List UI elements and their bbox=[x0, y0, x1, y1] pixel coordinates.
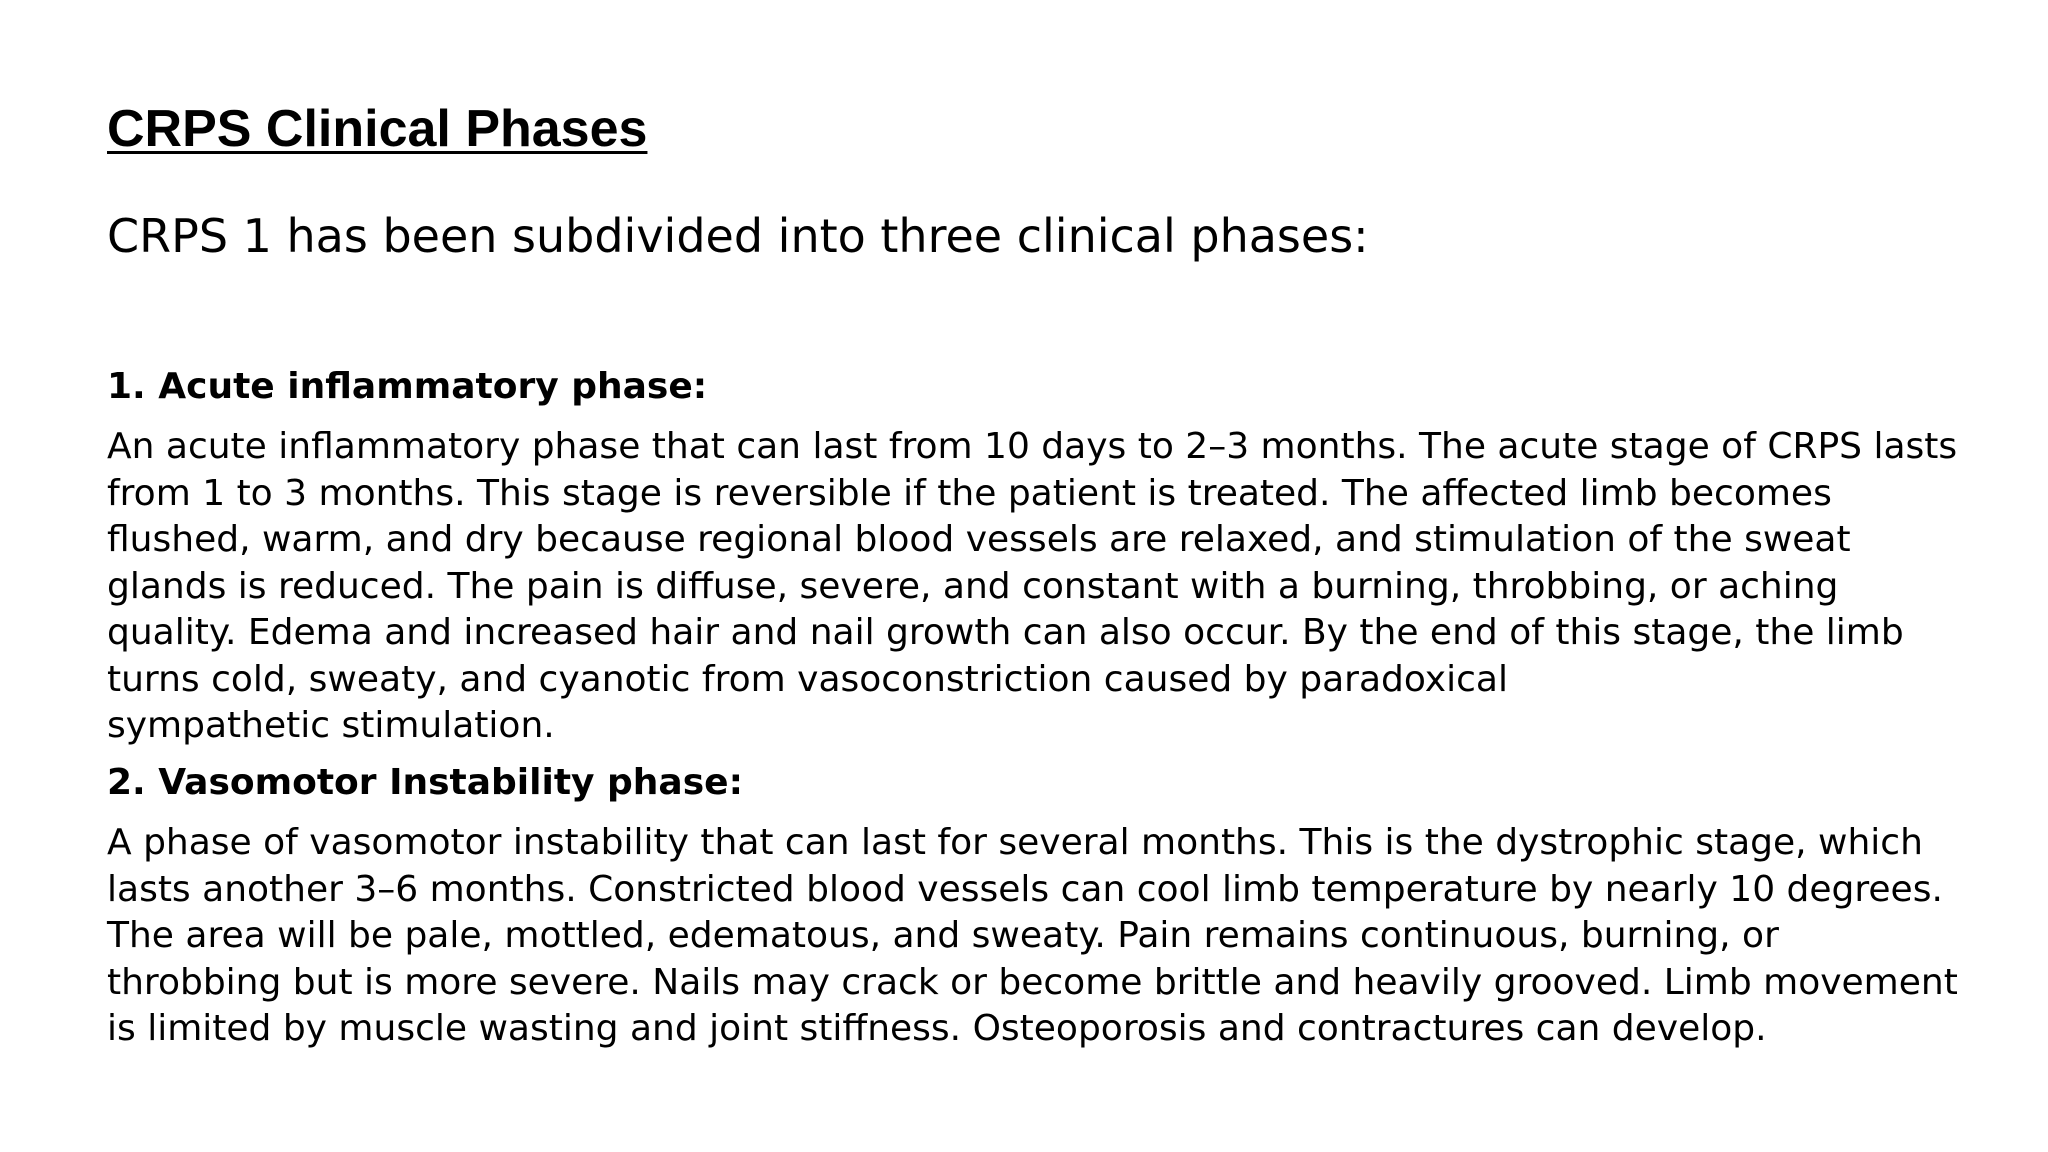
slide-title: CRPS Clinical Phases bbox=[107, 100, 648, 158]
text-line: turns cold, sweaty, and cyanotic from vasoconstriction caused by paradoxical bbox=[107, 658, 1508, 700]
text-line: An acute inflammatory phase that can last from 10 days to 2–3 months. The acute stage of CRPS lasts bbox=[107, 426, 1958, 467]
text-line: The area will be pale, mottled, edematous, and sweaty. Pain remains continuous, burning, or bbox=[107, 915, 1779, 956]
text-line: throbbing but is more severe. Nails may crack or become brittle and heavily grooved. Limb movement bbox=[107, 961, 1958, 1003]
text-line: quality. Edema and increased hair and nail growth can also occur. By the end of this stage, the limb bbox=[107, 612, 1904, 653]
text-line: A phase of vasomotor instability that can last for several months. This is the dystrophic stage, which bbox=[107, 822, 1923, 863]
slide-subtitle: CRPS 1 has been subdivided into three clinical phases: bbox=[107, 209, 1369, 263]
phase-heading-acute-inflammatory: 1. Acute inflammatory phase: bbox=[107, 366, 708, 407]
phase-description-vasomotor-instability bbox=[107, 820, 1987, 1053]
text-line: is limited by muscle wasting and joint stiffness. Osteoporosis and contractures can develop. bbox=[107, 1008, 1767, 1049]
text-line: lasts another 3–6 months. Constricted blood vessels can cool limb temperature by nearly 10 degrees. bbox=[107, 868, 1943, 910]
text-line: glands is reduced. The pain is diffuse, severe, and constant with a burning, throbbing, or aching bbox=[107, 565, 1839, 607]
slide bbox=[107, 0, 1987, 1152]
text-line: flushed, warm, and dry because regional blood vessels are relaxed, and stimulation of the sweat bbox=[107, 519, 1851, 560]
text-line: from 1 to 3 months. This stage is reversible if the patient is treated. The affected limb becomes bbox=[107, 472, 1832, 514]
text-line: sympathetic stimulation. bbox=[107, 705, 555, 746]
phase-description-acute-inflammatory bbox=[107, 424, 1987, 750]
phase-heading-vasomotor-instability: 2. Vasomotor Instability phase: bbox=[107, 762, 743, 803]
